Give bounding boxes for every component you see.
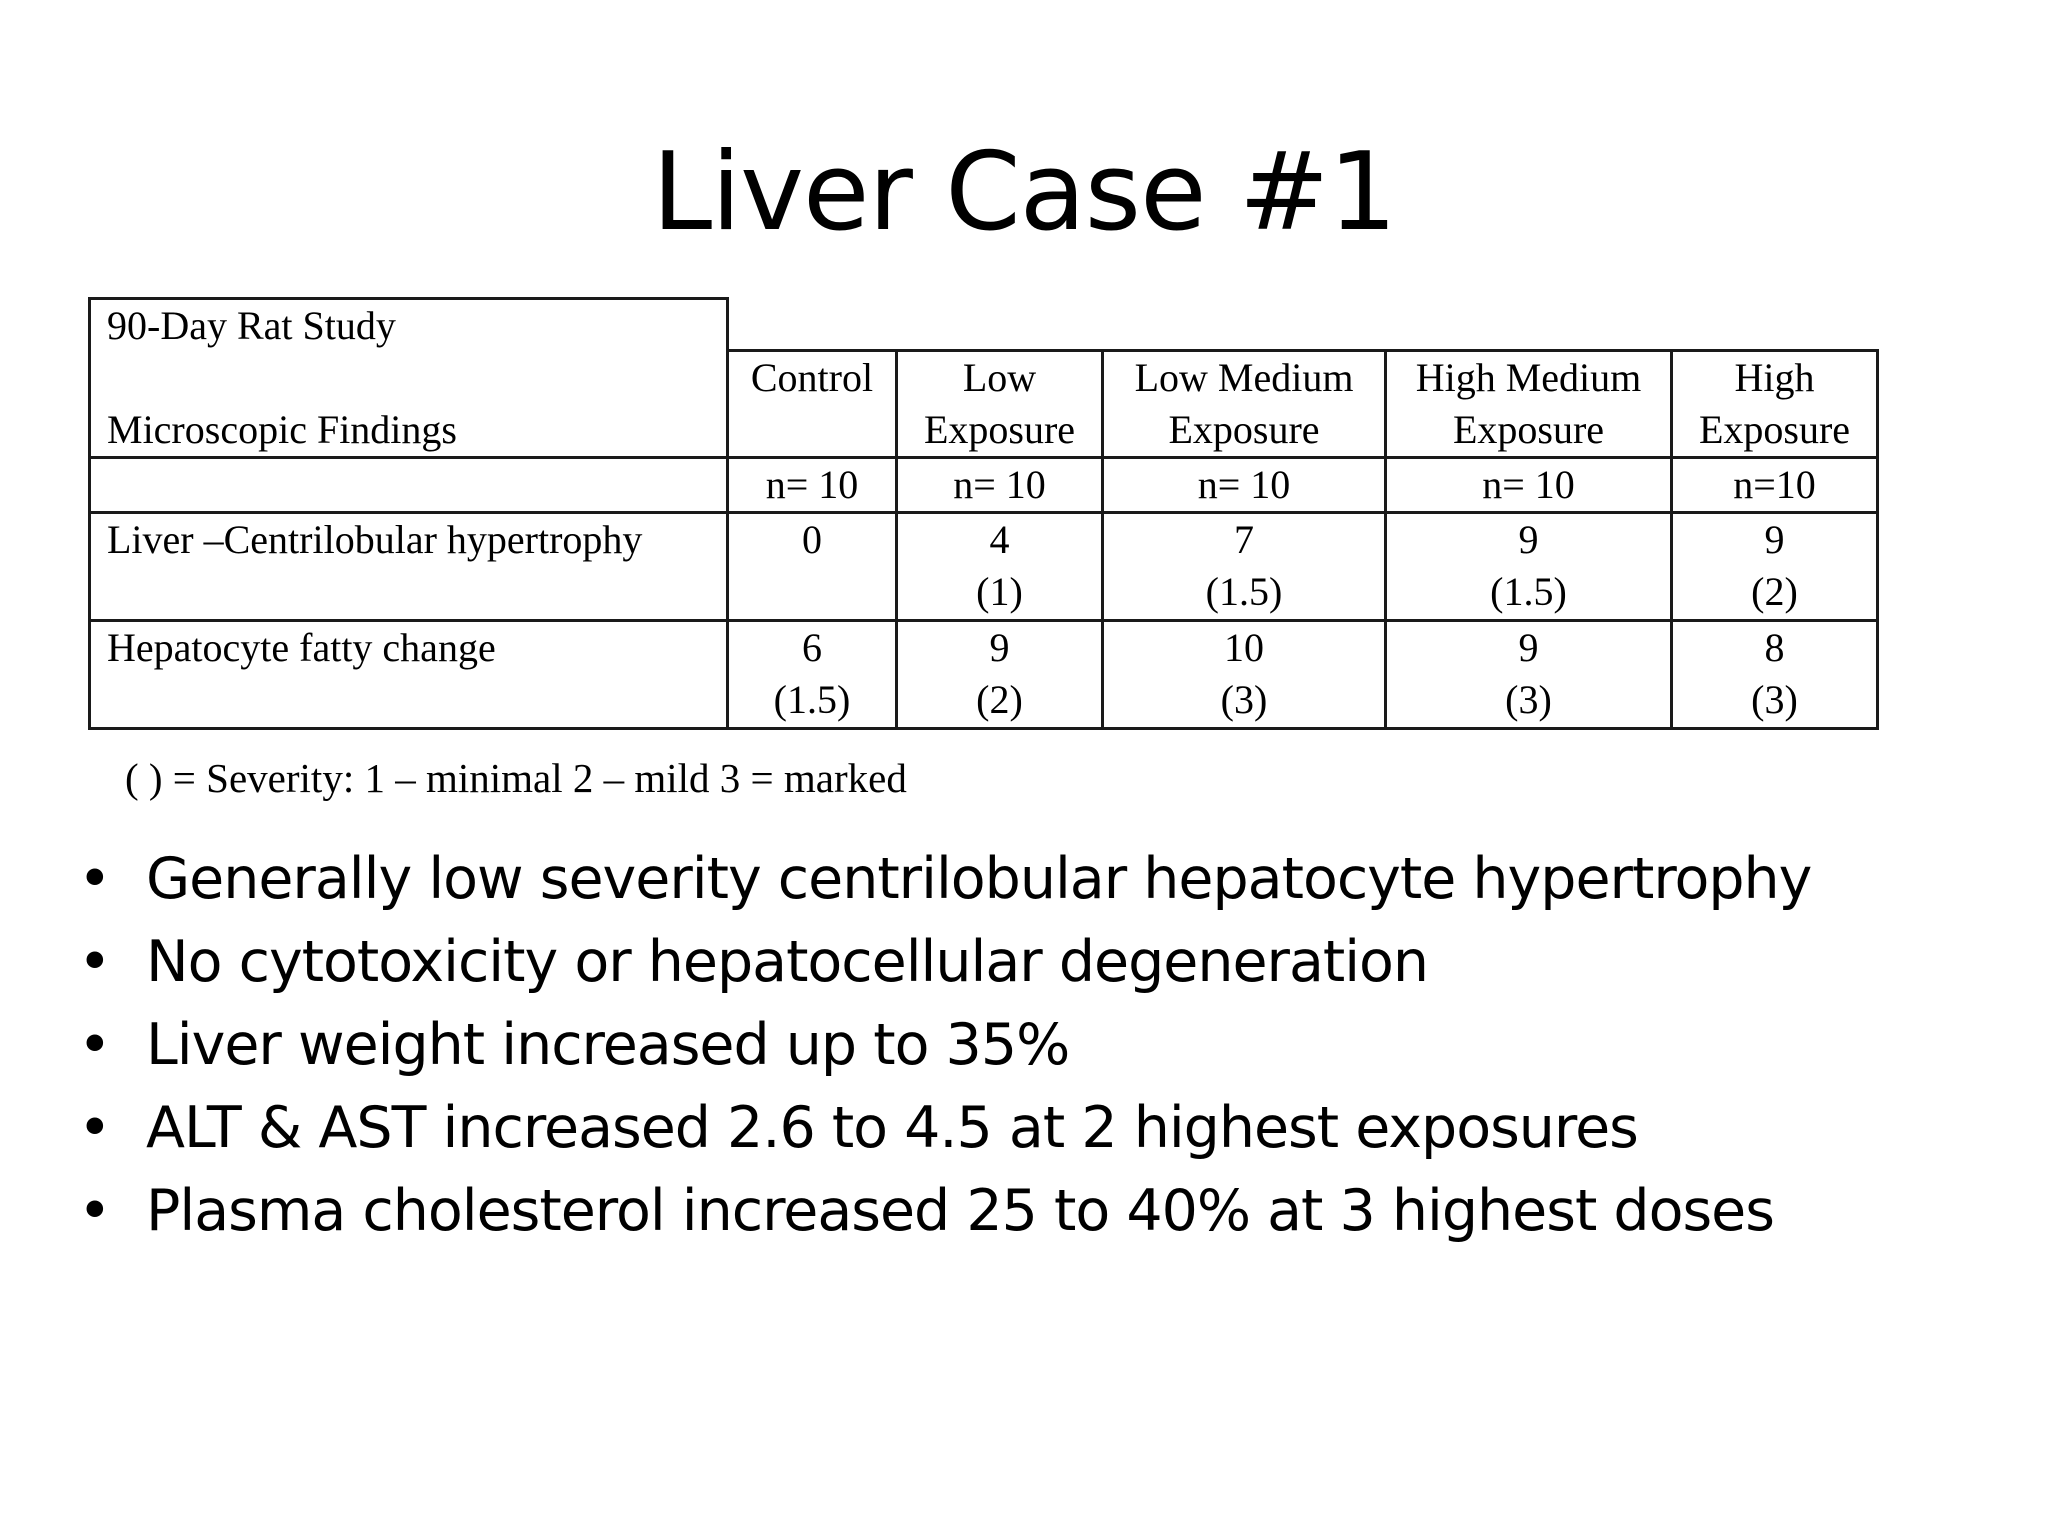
study-subtitle: Microscopic Findings (107, 407, 457, 452)
table-cell: 8 (3) (1672, 621, 1878, 729)
row-label: Liver –Centrilobular hypertrophy (90, 513, 728, 621)
column-header-high: High Exposure (1672, 351, 1878, 458)
slide-title: Liver Case #1 (651, 130, 1397, 255)
table-cell: 7 (1.5) (1103, 513, 1386, 621)
header-blank-cell (728, 299, 1878, 351)
table-cell: 9 (2) (1672, 513, 1878, 621)
list-item-text: Plasma cholesterol increased 25 to 40% at 3 highest doses (146, 1178, 1774, 1244)
row-label: Hepatocyte fatty change (90, 621, 728, 729)
table-cell: 4 (1) (897, 513, 1103, 621)
severity-footnote: ( ) = Severity: 1 – minimal 2 – mild 3 = marked (125, 755, 907, 801)
bullet-icon: • (78, 929, 111, 995)
n-count-cell: n= 10 (1386, 458, 1672, 513)
list-item-text: No cytotoxicity or hepatocellular degeneration (146, 929, 1429, 995)
column-header-high-medium: High Medium Exposure (1386, 351, 1672, 458)
table-cell: 6 (1.5) (728, 621, 897, 729)
table-row (90, 513, 1878, 621)
list-item-text: Generally low severity centrilobular hepatocyte hypertrophy (146, 846, 1812, 912)
table-header-top-row (90, 299, 1878, 351)
n-count-cell: n= 10 (897, 458, 1103, 513)
column-header-low: Low Exposure (897, 351, 1103, 458)
table-row (90, 621, 1878, 729)
table-cell: 10 (3) (1103, 621, 1386, 729)
table-cell: 9 (3) (1386, 621, 1672, 729)
list-item-text: ALT & AST increased 2.6 to 4.5 at 2 highest exposures (146, 1095, 1638, 1161)
list-item (72, 921, 1811, 1004)
list-item (72, 1087, 1811, 1170)
n-count-cell: n= 10 (1103, 458, 1386, 513)
column-header-low-medium: Low Medium Exposure (1103, 351, 1386, 458)
list-item (72, 1004, 1811, 1087)
study-spacer (107, 352, 726, 404)
bullet-icon: • (78, 846, 111, 912)
table-cell: 9 (2) (897, 621, 1103, 729)
n-count-row (90, 458, 1878, 513)
list-item (72, 1170, 1811, 1253)
bullet-icon: • (78, 1012, 111, 1078)
n-count-cell: n=10 (1672, 458, 1878, 513)
list-item-text: Liver weight increased up to 35% (146, 1012, 1070, 1078)
bullet-icon: • (78, 1095, 111, 1161)
table-cell: 9 (1.5) (1386, 513, 1672, 621)
list-item (72, 838, 1811, 921)
n-count-cell: n= 10 (728, 458, 897, 513)
n-count-label-cell (90, 458, 728, 513)
study-title: 90-Day Rat Study (107, 303, 396, 348)
study-header-cell (90, 299, 728, 458)
bullet-icon: • (78, 1178, 111, 1244)
findings-bullet-list (72, 838, 1811, 1253)
table-cell: 0 (728, 513, 897, 621)
findings-table (88, 297, 1879, 730)
column-header-control: Control (728, 351, 897, 458)
